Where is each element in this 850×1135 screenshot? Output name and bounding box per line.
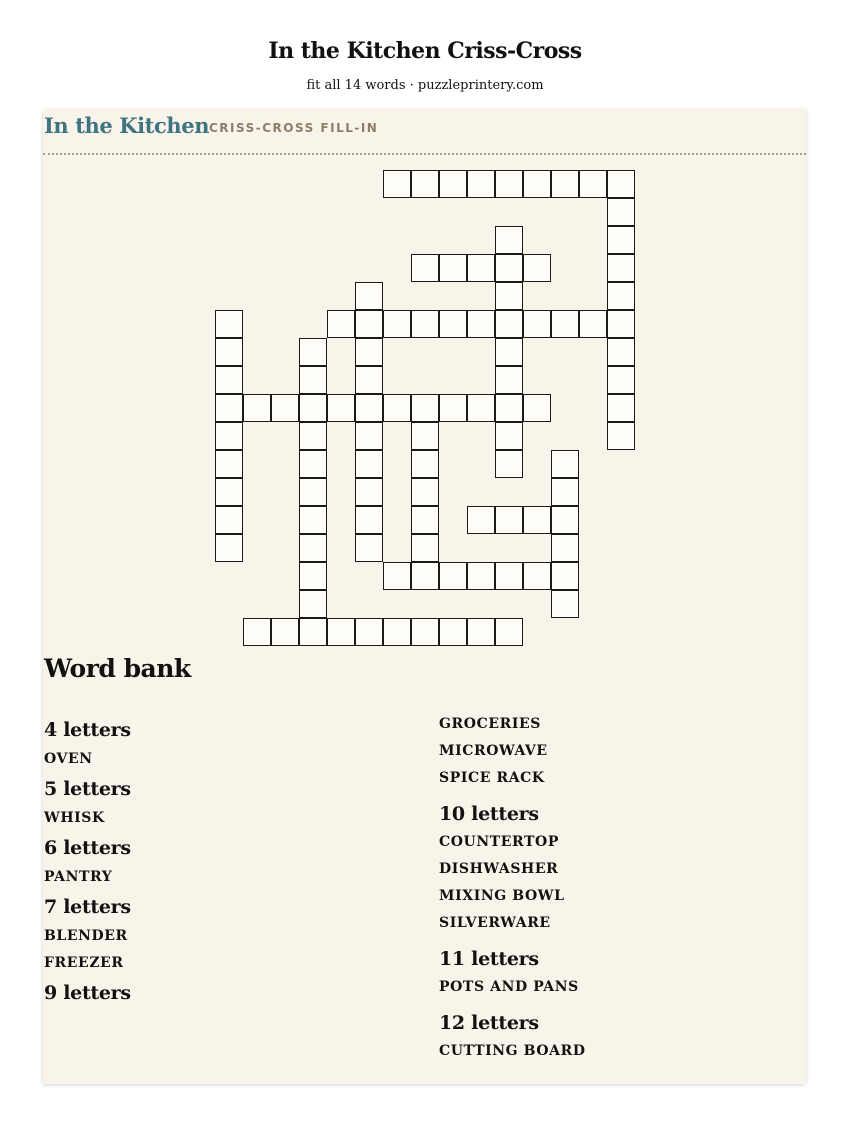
grid-cell[interactable]	[579, 310, 607, 338]
grid-cell[interactable]	[355, 310, 383, 338]
word-group	[44, 981, 424, 1005]
grid-cell[interactable]	[467, 254, 495, 282]
grid-cell[interactable]	[551, 310, 579, 338]
grid-cell[interactable]	[467, 170, 495, 198]
word-bank-entry: BLENDER	[44, 928, 128, 944]
grid-cell[interactable]	[607, 422, 635, 450]
grid-cell[interactable]	[411, 506, 439, 534]
word-length-heading: 4 letters	[44, 719, 131, 741]
grid-cell[interactable]	[299, 562, 327, 590]
grid-cell[interactable]	[383, 170, 411, 198]
grid-cell[interactable]	[299, 478, 327, 506]
grid-cell[interactable]	[439, 254, 467, 282]
grid-cell[interactable]	[411, 394, 439, 422]
word-length-heading: 7 letters	[44, 896, 131, 918]
word-group	[44, 836, 424, 891]
grid-cell[interactable]	[523, 506, 551, 534]
grid-cell[interactable]	[467, 394, 495, 422]
grid-cell[interactable]	[383, 562, 411, 590]
grid-cell[interactable]	[215, 534, 243, 562]
word-group	[44, 777, 424, 832]
puzzle-title: In the Kitchen	[44, 113, 210, 138]
grid-cell[interactable]	[299, 338, 327, 366]
word-group	[439, 802, 799, 937]
grid-cell[interactable]	[411, 618, 439, 646]
grid-cell[interactable]	[551, 590, 579, 618]
grid-cell[interactable]	[383, 310, 411, 338]
word-bank-entry: SILVERWARE	[439, 915, 551, 931]
word-bank-entry: MIXING BOWL	[439, 888, 565, 904]
grid-cell[interactable]	[439, 310, 467, 338]
grid-cell[interactable]	[495, 310, 523, 338]
word-length-heading: 10 letters	[439, 803, 539, 825]
grid-cell[interactable]	[523, 170, 551, 198]
word-length-heading: 6 letters	[44, 837, 131, 859]
word-length-heading: 5 letters	[44, 778, 131, 800]
word-length-heading: 9 letters	[44, 982, 131, 1004]
grid-cell[interactable]	[243, 618, 271, 646]
word-bank-entry: SPICE RACK	[439, 770, 545, 786]
grid-cell[interactable]	[495, 618, 523, 646]
grid-cell[interactable]	[495, 338, 523, 366]
grid-cell[interactable]	[467, 618, 495, 646]
word-bank-entry: POTS AND PANS	[439, 979, 579, 995]
grid-cell[interactable]	[607, 310, 635, 338]
word-bank-right-column	[439, 711, 799, 1065]
grid-cell[interactable]	[523, 310, 551, 338]
grid-cell[interactable]	[355, 506, 383, 534]
grid-cell[interactable]	[355, 338, 383, 366]
grid-cell[interactable]	[495, 394, 523, 422]
grid-cell[interactable]	[355, 478, 383, 506]
grid-cell[interactable]	[523, 562, 551, 590]
grid-cell[interactable]	[607, 170, 635, 198]
grid-cell[interactable]	[467, 506, 495, 534]
grid-cell[interactable]	[215, 478, 243, 506]
grid-cell[interactable]	[411, 310, 439, 338]
grid-cell[interactable]	[327, 310, 355, 338]
grid-cell[interactable]	[271, 618, 299, 646]
grid-cell[interactable]	[439, 394, 467, 422]
grid-cell[interactable]	[495, 422, 523, 450]
grid-cell[interactable]	[523, 394, 551, 422]
grid-cell[interactable]	[607, 282, 635, 310]
grid-cell[interactable]	[411, 534, 439, 562]
grid-cell[interactable]	[271, 394, 299, 422]
grid-cell[interactable]	[495, 366, 523, 394]
grid-cell[interactable]	[355, 366, 383, 394]
grid-cell[interactable]	[495, 562, 523, 590]
grid-cell[interactable]	[551, 506, 579, 534]
word-bank-entry: MICROWAVE	[439, 743, 548, 759]
grid-cell[interactable]	[215, 506, 243, 534]
word-group	[439, 1011, 799, 1065]
grid-cell[interactable]	[495, 170, 523, 198]
grid-cell[interactable]	[607, 338, 635, 366]
grid-cell[interactable]	[551, 534, 579, 562]
word-length-heading: 11 letters	[439, 948, 539, 970]
word-length-heading: 12 letters	[439, 1012, 539, 1034]
grid-cell[interactable]	[495, 450, 523, 478]
grid-cell[interactable]	[607, 366, 635, 394]
grid-cell[interactable]	[215, 338, 243, 366]
word-bank-entry: COUNTERTOP	[439, 834, 559, 850]
grid-cell[interactable]	[411, 170, 439, 198]
grid-cell[interactable]	[523, 254, 551, 282]
grid-cell[interactable]	[411, 450, 439, 478]
grid-cell[interactable]	[215, 366, 243, 394]
word-bank-title: Word bank	[44, 654, 191, 683]
grid-cell[interactable]	[243, 394, 271, 422]
word-bank-entry: OVEN	[44, 751, 93, 767]
word-bank-entry: FREEZER	[44, 955, 124, 971]
grid-cell[interactable]	[411, 422, 439, 450]
word-group	[44, 718, 424, 773]
page-subtitle: fit all 14 words · puzzleprintery.com	[306, 78, 544, 93]
grid-cell[interactable]	[383, 394, 411, 422]
grid-cell[interactable]	[299, 590, 327, 618]
grid-cell[interactable]	[439, 618, 467, 646]
grid-cell[interactable]	[355, 394, 383, 422]
grid-cell[interactable]	[411, 562, 439, 590]
grid-cell[interactable]	[495, 226, 523, 254]
grid-cell[interactable]	[607, 394, 635, 422]
word-bank-entry: CUTTING BOARD	[439, 1043, 586, 1059]
word-bank-entry: GROCERIES	[439, 716, 541, 732]
word-bank-left-column	[44, 718, 424, 1009]
grid-cell[interactable]	[411, 254, 439, 282]
grid-cell[interactable]	[215, 422, 243, 450]
grid-cell[interactable]	[355, 534, 383, 562]
word-bank-entry: DISHWASHER	[439, 861, 559, 877]
grid-cell[interactable]	[327, 618, 355, 646]
word-bank-entry: PANTRY	[44, 869, 113, 885]
grid-cell[interactable]	[327, 394, 355, 422]
grid-cell[interactable]	[299, 618, 327, 646]
grid-cell[interactable]	[495, 282, 523, 310]
grid-cell[interactable]	[495, 254, 523, 282]
grid-cell[interactable]	[495, 506, 523, 534]
grid-cell[interactable]	[215, 394, 243, 422]
grid-cell[interactable]	[579, 170, 607, 198]
grid-cell[interactable]	[355, 450, 383, 478]
grid-cell[interactable]	[411, 478, 439, 506]
word-group	[439, 947, 799, 1001]
grid-cell[interactable]	[215, 450, 243, 478]
grid-cell[interactable]	[299, 422, 327, 450]
word-group-continued	[439, 711, 799, 792]
grid-cell[interactable]	[551, 450, 579, 478]
grid-cell[interactable]	[551, 478, 579, 506]
grid-cell[interactable]	[299, 450, 327, 478]
grid-cell[interactable]	[383, 618, 411, 646]
grid-cell[interactable]	[439, 170, 467, 198]
grid-cell[interactable]	[551, 562, 579, 590]
grid-cell[interactable]	[299, 366, 327, 394]
grid-cell[interactable]	[607, 226, 635, 254]
grid-cell[interactable]	[607, 198, 635, 226]
grid-cell[interactable]	[299, 506, 327, 534]
grid-cell[interactable]	[467, 310, 495, 338]
grid-cell[interactable]	[215, 310, 243, 338]
grid-cell[interactable]	[355, 618, 383, 646]
grid-cell[interactable]	[439, 562, 467, 590]
word-group	[44, 895, 424, 977]
word-bank-entry: WHISK	[44, 810, 105, 826]
puzzle-type-tag: CRISS-CROSS FILL-IN	[209, 121, 379, 135]
grid-cell[interactable]	[299, 534, 327, 562]
grid-cell[interactable]	[299, 394, 327, 422]
grid-cell[interactable]	[607, 254, 635, 282]
grid-cell[interactable]	[551, 170, 579, 198]
grid-cell[interactable]	[355, 422, 383, 450]
page-title: In the Kitchen Criss-Cross	[268, 38, 582, 64]
grid-cell[interactable]	[355, 282, 383, 310]
grid-cell[interactable]	[467, 562, 495, 590]
